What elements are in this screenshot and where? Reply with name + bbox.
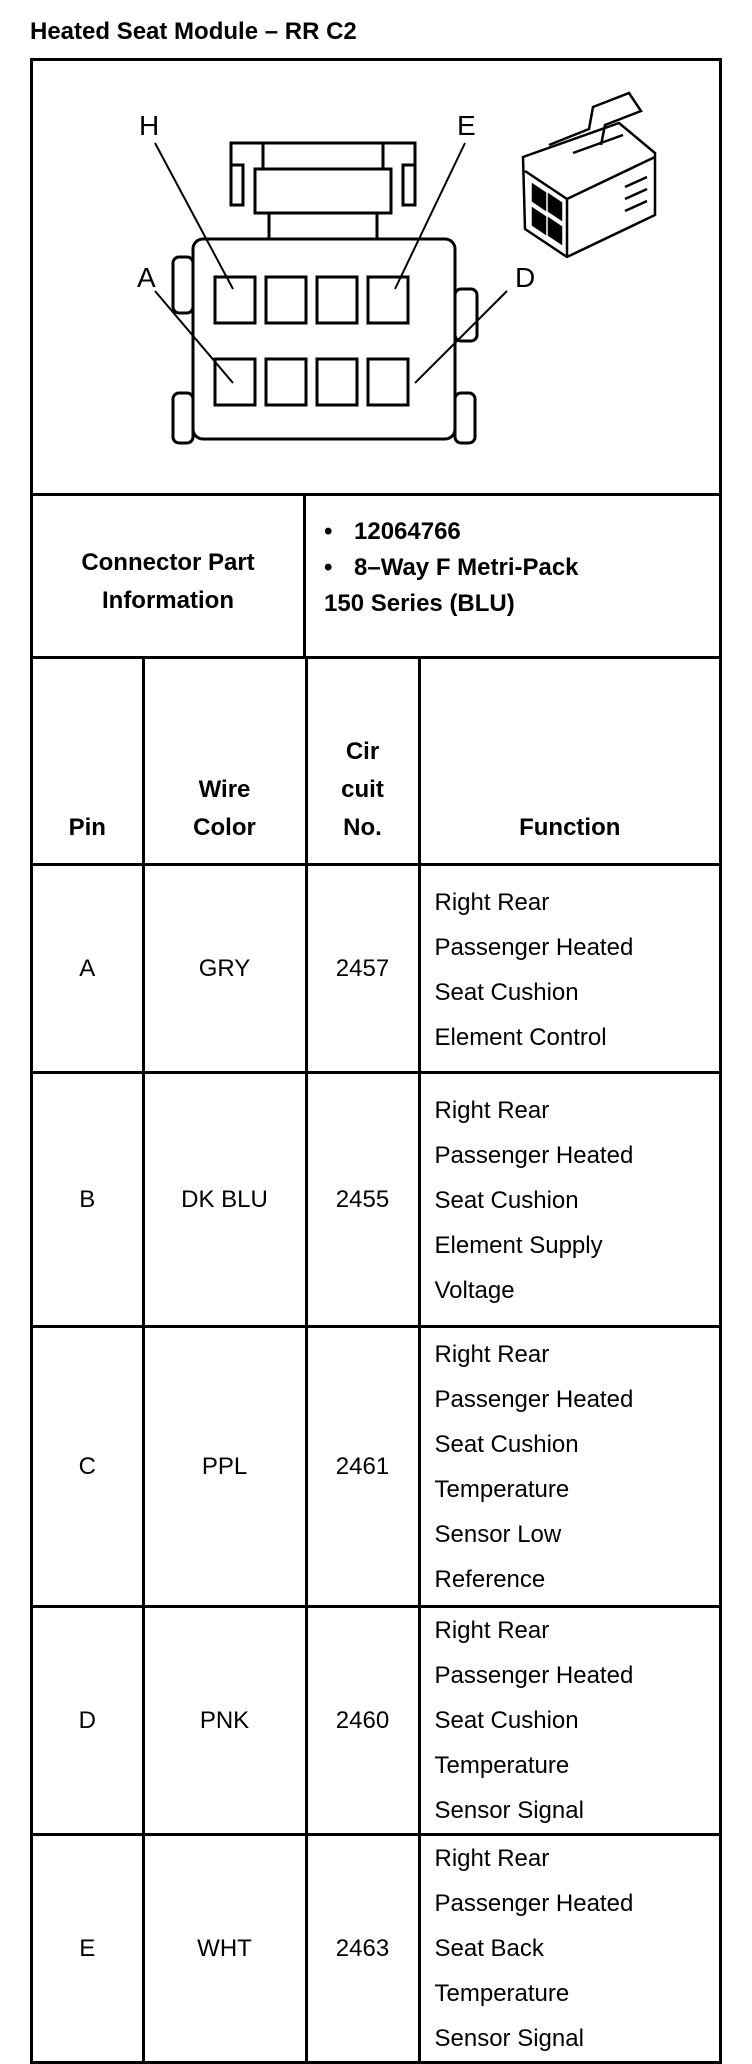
connector-body xyxy=(193,239,455,439)
part-info-label-line2: Information xyxy=(101,587,234,614)
cavity-g xyxy=(266,277,306,323)
wire-color-cell: PNK xyxy=(143,1607,306,1835)
cavity-c xyxy=(317,359,357,405)
pin-label-h: H xyxy=(139,110,160,141)
part-number-item: • 12064766 xyxy=(324,518,461,545)
part-description-line2: 150 Series (BLU) xyxy=(324,590,515,617)
pin-cell: C xyxy=(33,1327,143,1607)
table-row xyxy=(33,1835,719,2062)
function-cell: Right Rear Passenger Heated Seat Back Temperature Sensor Signal xyxy=(419,1835,719,2062)
cavity-f xyxy=(317,277,357,323)
cavity-a xyxy=(215,359,255,405)
pinout-table xyxy=(33,659,719,2061)
circuit-cell: 2455 xyxy=(306,1073,419,1327)
connector-diagram xyxy=(33,61,719,496)
circuit-cell: 2463 xyxy=(306,1835,419,2062)
table-row xyxy=(33,1327,719,1607)
table-row xyxy=(33,1073,719,1327)
pin-cell: D xyxy=(33,1607,143,1835)
part-description-line1: 8–Way F Metri-Pack xyxy=(354,554,579,581)
pin-label-d: D xyxy=(515,262,536,293)
wire-color-cell: PPL xyxy=(143,1327,306,1607)
circuit-cell: 2457 xyxy=(306,865,419,1073)
wire-color-cell: GRY xyxy=(143,865,306,1073)
table-row xyxy=(33,865,719,1073)
document-title: Heated Seat Module – RR C2 xyxy=(30,18,357,45)
pin-cell: A xyxy=(79,954,96,982)
header-function: Function xyxy=(419,659,719,865)
function-cell: Right Rear Passenger Heated Seat Cushion Element Supply Voltage xyxy=(419,1073,719,1327)
pin-label-e: E xyxy=(457,110,476,141)
latch-left-hook xyxy=(231,165,243,205)
circuit-cell: 2460 xyxy=(306,1607,419,1835)
wire-color-cell: DK BLU xyxy=(143,1073,306,1327)
connector-isometric-icon xyxy=(523,93,655,257)
pin-cell: E xyxy=(33,1835,143,2062)
circuit-cell: 2461 xyxy=(306,1327,419,1607)
description-item: • 8–Way F Metri-Pack xyxy=(324,554,579,581)
pin-label-a: A xyxy=(137,262,156,293)
function-cell: Right Rear Passenger Heated Seat Cushion Temperature Sensor Signal xyxy=(419,1607,719,1835)
connector-sheet xyxy=(30,58,722,2064)
header-wire-color: Wire Color xyxy=(143,659,306,865)
cavity-d xyxy=(368,359,408,405)
part-number: 12064766 xyxy=(354,518,461,545)
part-info-label-line1: Connector Part xyxy=(81,549,255,576)
function-cell: Right Rear Passenger Heated Seat Cushion Temperature Sensor Low Reference xyxy=(419,1327,719,1607)
header-pin: Pin xyxy=(33,659,143,865)
pin-cell: B xyxy=(33,1073,143,1327)
header-circuit-no: Cir cuit No. xyxy=(306,659,419,865)
part-info-label xyxy=(33,496,306,656)
connector-face-drawing xyxy=(33,61,719,493)
wire-color-cell: WHT xyxy=(143,1835,306,2062)
function-cell: Right Rear Passenger Heated Seat Cushion Element Control xyxy=(419,865,719,1073)
cavity-e xyxy=(368,277,408,323)
part-info-value xyxy=(306,496,719,656)
cavity-b xyxy=(266,359,306,405)
connector-part-information xyxy=(33,496,719,659)
table-row xyxy=(33,1607,719,1835)
latch-right-hook xyxy=(403,165,415,205)
pinout-header-row xyxy=(33,659,719,865)
cavity-h xyxy=(215,277,255,323)
